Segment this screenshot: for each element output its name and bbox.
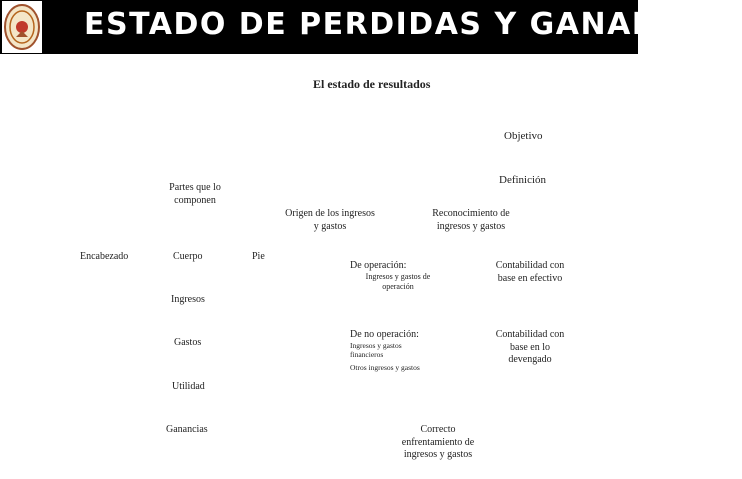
no-op-detail-1-line-2: financieros (350, 350, 384, 360)
no-op-detail-1 (350, 341, 402, 360)
correcto-line-1: Correcto (420, 424, 456, 435)
de-no-operacion-node: De no operación: (350, 329, 419, 340)
partes-line-1: Partes que lo (169, 182, 221, 193)
de-operacion-detail-line-2: operación (382, 282, 414, 291)
gastos-node: Gastos (174, 337, 202, 348)
de-operacion-detail (350, 272, 446, 292)
contab-devengado-line-2: base en lo (510, 341, 550, 353)
no-op-detail-1-line-1: Ingresos y gastos (350, 341, 402, 350)
reconocimiento-line-1: Reconocimiento de (432, 208, 510, 219)
definicion-node: Definición (499, 174, 547, 186)
correcto-node (392, 424, 484, 462)
origen-node (276, 208, 384, 233)
pie-node: Pie (252, 251, 265, 262)
reconocimiento-node (420, 208, 522, 233)
objetivo-node: Objetivo (504, 130, 543, 142)
encabezado-node: Encabezado (80, 251, 129, 262)
ingresos-node: Ingresos (171, 294, 205, 305)
de-operacion-node: De operación: (350, 260, 407, 271)
partes-node (152, 182, 238, 207)
reconocimiento-line-2: ingresos y gastos (436, 220, 506, 232)
root-node: El estado de resultados (313, 77, 431, 91)
origen-line-2: y gastos (313, 220, 347, 232)
contab-devengado-line-3: devengado (508, 354, 552, 365)
cuerpo-node: Cuerpo (173, 251, 203, 262)
title-bar (0, 0, 742, 54)
contab-devengado-node (484, 329, 576, 367)
contab-efectivo-line-2: base en efectivo (497, 272, 563, 284)
no-op-detail-2: Otros ingresos y gastos (350, 363, 420, 372)
ganancias-node: Ganancias (166, 424, 208, 435)
contab-efectivo-line-1: Contabilidad con (495, 260, 565, 271)
correcto-line-3: ingresos y gastos (403, 449, 473, 460)
utilidad-node: Utilidad (172, 381, 205, 392)
contab-devengado-line-1: Contabilidad con (495, 329, 565, 340)
correcto-line-2: enfrentamiento de (401, 436, 475, 448)
origen-line-1: Origen de los ingresos (285, 208, 375, 219)
university-seal-logo (2, 1, 42, 53)
contab-efectivo-node (484, 260, 576, 285)
de-operacion-detail-line-1: Ingresos y gastos de (365, 272, 431, 281)
page-title: ESTADO DE PERDIDAS Y GANANCIAS (84, 7, 742, 42)
partes-line-2: componen (174, 194, 216, 206)
